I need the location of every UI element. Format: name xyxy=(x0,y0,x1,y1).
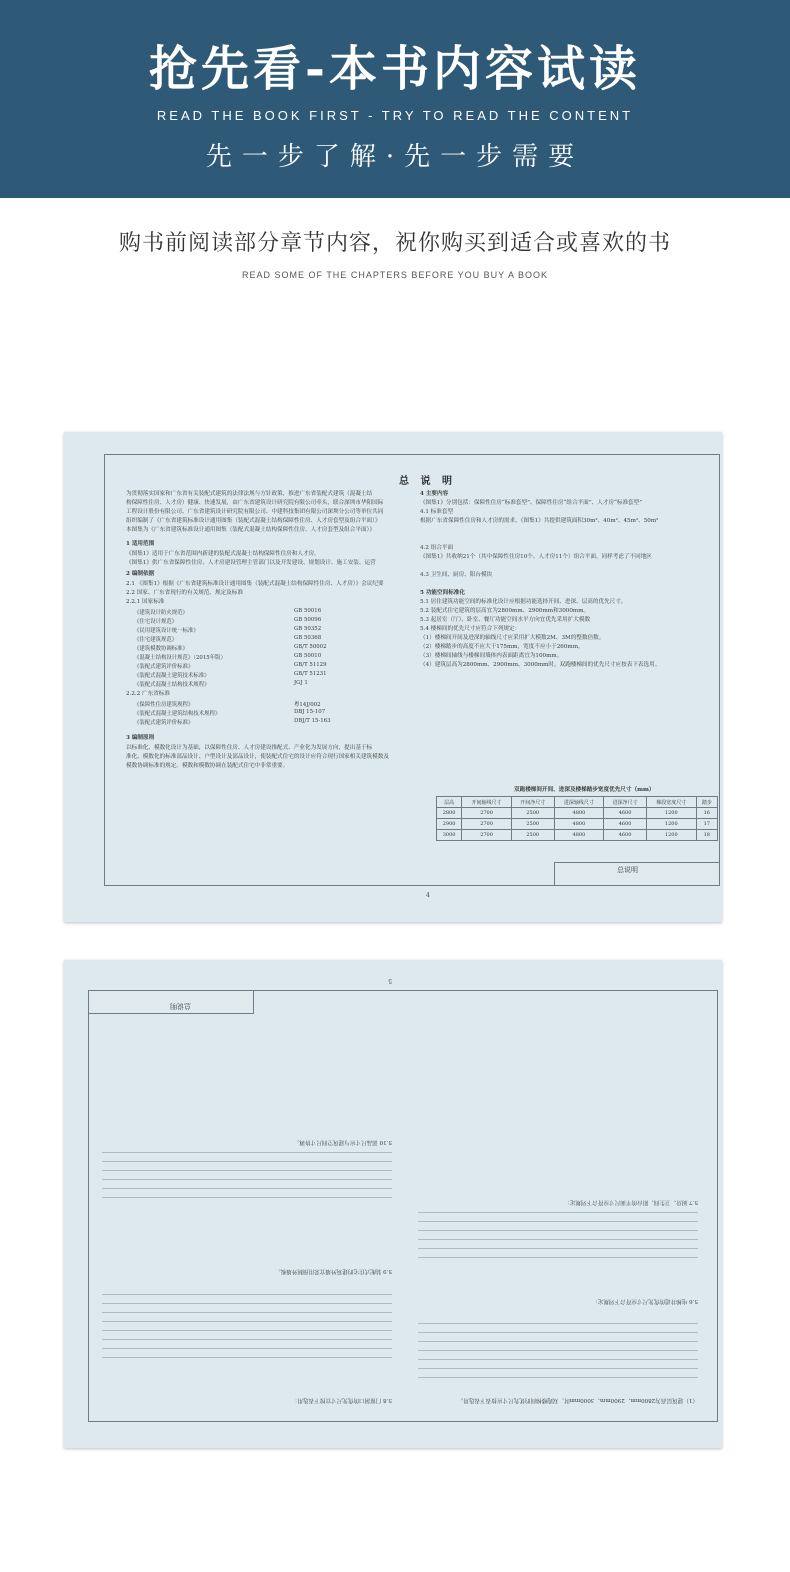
standard-code: JGJ 1 xyxy=(294,680,308,686)
section-subtitle: 2.2.2 广东省标准 xyxy=(126,691,170,697)
standard-item: 《住宅建筑规范》 xyxy=(134,637,178,643)
standard-code: GB/T 51129 xyxy=(294,662,327,668)
preview-page-2 xyxy=(64,960,722,1448)
table-lines-left-2 xyxy=(418,1204,698,1258)
intro-text: 购书前阅读部分章节内容，祝你购买到适合或喜欢的书 xyxy=(118,231,671,256)
standard-item: 《建筑模数协调标准》 xyxy=(134,646,188,652)
title-block xyxy=(554,862,720,886)
banner-slogan: 先一步了解·先一步需要 xyxy=(205,142,585,172)
banner-subtitle: READ THE BOOK FIRST - TRY TO READ THE CONTENT xyxy=(156,108,634,123)
table-lines-left xyxy=(418,1315,698,1378)
section-body: 以标准化、模数化设计为基础，以保障性住房、人才房建设推配式、产业化为发展方向，提出基于标 准化、模数化的标准部品设计、户型设计及部品设计，使装配式住宅的设计应符合现行国家相关建筑模数及 模数协调标准的规定。模数和模数协调在装配式住宅中非常重要。 xyxy=(126,745,389,769)
stair-table xyxy=(436,796,718,841)
standard-code: DBJ/T 15-163 xyxy=(294,718,331,724)
standard-item: 《装配式混凝土结构技术规程》 xyxy=(134,682,210,688)
title-block-label: 总说明 xyxy=(170,1002,191,1010)
standard-code: GB 50010 xyxy=(294,653,322,659)
standard-item: 《民用建筑设计统一标准》 xyxy=(134,628,199,634)
table-header-row: 层高 开间轴线尺寸 开间净尺寸 进深轴线尺寸 进深净尺寸 梯段宽度尺寸 踏步 xyxy=(437,797,718,808)
right-column-text: 4 主要内容 《图集1》分别包括：保障性住房“标准套型”、保障性住房“组合平面”、人才房“标准套型” 4.1 标准套型 根据广东省保障性住房和人才房的需求，《图集1》共提供建筑面积30m²、40m²、45m²、50m² 4.2 组合平面 《图集1》共收纳21个（其中保障性住房10个、人才房11个）组合平面，同样考虑了不同地区 4.3 卫生间、厨房、阳台模块 5 功能空间标准化 5.1 居住建筑功能空间的标准化设计应根据功能选择开间、进深、层高的优先尺寸。 5.2 装配式住宅建筑的层高宜为2800mm、2900mm和3000mm。 5.3 起居室（厅）、卧室、餐厅功能空间水平方向宜优先采用扩大模数 5.4 楼梯间的优先尺寸应符合下列规定： （1）楼梯间开间及进深的轴线尺寸应采用扩大模数2M、3M的整数倍数。 （2）楼梯踏步的高度不应大于175mm，宽度不应小于260mm。 （3）楼梯间轴线与楼梯间墙体内表面距离宜为100mm。 （4）建筑层高为2800mm、2900mm、3000mm时，双跑楼梯间的优先尺寸应按表下表选用。 xyxy=(420,491,661,668)
standard-code: 粤14J/002 xyxy=(294,702,321,708)
page-number: 4 xyxy=(426,892,430,899)
standard-code: GB 50096 xyxy=(294,617,322,623)
section-title: 3 编制原则 xyxy=(126,735,155,741)
standard-item: 《装配式混凝土建筑结构技术规程》 xyxy=(134,711,221,717)
page-number: 5 xyxy=(388,977,392,984)
standard-item: 《混凝土结构设计规范》（2015年版） xyxy=(134,655,226,661)
banner-title: 抢先看-本书内容试读 xyxy=(149,41,641,97)
page-text: （1）建筑层高为2800mm、2900mm、3000mm时，双跑楼梯间的优先尺寸应按表下表选用。 5.6 电梯井道的优先尺寸应符合下列规定： 5.7 厨房、卫生间、阳台的平面尺寸应符合下列规定： xyxy=(457,1199,698,1403)
standard-code: GB 50352 xyxy=(294,626,322,632)
standard-code: GB/T 51231 xyxy=(294,671,327,677)
standard-code: GB 50368 xyxy=(294,635,322,641)
table-row: 3000 2700 2500 4800 4600 1200 18 xyxy=(437,830,718,841)
standard-code: DBJ 15-107 xyxy=(294,709,326,715)
page-text-right: 5.8 门窗洞口的优先尺寸宜按下表选用： 5.9 装配式住宅的建筑外墙宜采用预制外墙板。 5.10 部品尺寸应与建筑空间尺寸协调。 xyxy=(275,1139,392,1403)
flipped-page xyxy=(64,960,722,1448)
preview-page-1 xyxy=(64,432,722,922)
standard-code: GB 50016 xyxy=(294,608,322,614)
header-banner xyxy=(0,0,790,198)
table-lines-right-2 xyxy=(102,1144,392,1198)
standard-code: GB/T 50002 xyxy=(294,644,327,650)
doc-heading: 总 说 明 xyxy=(399,476,456,487)
standard-item: 《建筑设计防火规范》 xyxy=(134,610,188,616)
section-body: 2.1 《图集1》根据《广东省建筑标准设计通用图集（装配式混凝土结构保障性住房、人才房）》会议纪要 2.2 国家、广东省现行的有关规范、规定及标准 2.2.1 国家标准 xyxy=(126,581,384,605)
section-title: 2 编制依据 xyxy=(126,571,155,577)
standard-item: 《装配式混凝土建筑技术标准》 xyxy=(134,673,210,679)
standard-item: 《保障性住房建筑规程》 xyxy=(134,702,194,708)
table-row: 2800 2700 2500 4800 4600 1200 16 xyxy=(437,808,718,819)
table-row: 2900 2700 2500 4800 4600 1200 17 xyxy=(437,819,718,830)
standard-item: 《装配式建筑评价标准》 xyxy=(134,664,194,670)
standard-item: 《装配式建筑评价标准》 xyxy=(134,720,194,726)
title-block xyxy=(88,990,254,1014)
table-lines-right xyxy=(102,1286,392,1358)
intro-paragraph: 为贯彻落实国家和广东省有关装配式建筑的法律法规与方针政策，推进广东省装配式建筑（混凝土结 构保障性住房、人才房）健康、快速发展，由广东省建筑设计研究院有限公司牵头，联合深圳市华阳国际 工程设计股份有限公司、广东省建筑设计研究院有限公司、中建科技集团有限公司深圳分公司等单位共同 组织编制了《广东省建筑标准设计通用图集（装配式混凝土结构保障性住房、人才房套型及组合平面）》 本图集为《广东省建筑标准设计通用图集（装配式混凝土结构保障性住房、人才房套型及组合平面）》 xyxy=(126,491,384,533)
intro-text-en: READ SOME OF THE CHAPTERS BEFORE YOU BUY A BOOK xyxy=(241,270,549,280)
title-block-label: 总说明 xyxy=(617,866,638,874)
section-body: 《图集1》适用于广东省范围内新建的装配式混凝土结构保障性住房和人才房。 《图集1》供广东省保障性住房、人才房建设管理主管部门以及开发建设、规划设计、施工安装、运营 xyxy=(126,551,376,566)
table-caption: 双跑楼梯间开间、进深及楼梯踏步宽度优先尺寸（mm） xyxy=(514,787,655,793)
section-title: 1 适用范围 xyxy=(126,541,155,547)
standard-item: 《住宅设计规范》 xyxy=(134,619,178,625)
